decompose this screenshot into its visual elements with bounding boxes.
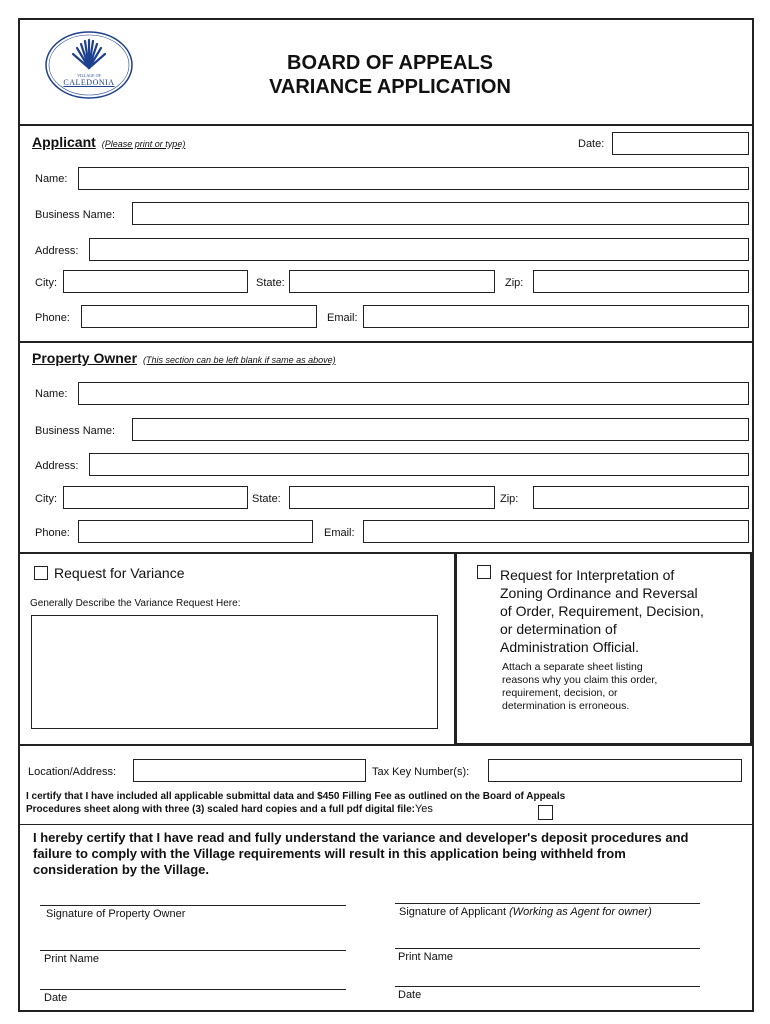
owner-signature-label: Signature of Property Owner xyxy=(46,908,186,920)
owner-date-line[interactable] xyxy=(40,989,346,990)
applicant-email-field[interactable] xyxy=(363,305,749,328)
divider xyxy=(19,341,753,343)
owner-address-field[interactable] xyxy=(89,453,749,476)
applicant-date-line[interactable] xyxy=(395,986,700,987)
owner-email-label: Email: xyxy=(324,527,355,539)
applicant-city-label: City: xyxy=(35,277,57,289)
applicant-state-label: State: xyxy=(256,277,285,289)
applicant-signature-note: (Working as Agent for owner) xyxy=(509,906,652,918)
applicant-business-label: Business Name: xyxy=(35,209,116,221)
interpretation-checkbox[interactable] xyxy=(477,565,491,579)
owner-print-name-label: Print Name xyxy=(44,953,100,965)
applicant-email-label: Email: xyxy=(327,312,358,324)
attach-line: determination is erroneous. xyxy=(502,700,630,712)
applicant-signature-line[interactable] xyxy=(395,903,700,904)
describe-label: Generally Describe the Variance Request Here: xyxy=(30,598,241,609)
applicant-city-field[interactable] xyxy=(63,270,248,293)
owner-state-field[interactable] xyxy=(289,486,495,509)
caledonia-seal-icon xyxy=(44,30,134,100)
owner-phone-label: Phone: xyxy=(35,527,70,539)
applicant-zip-label: Zip: xyxy=(505,277,524,289)
page-title-line2: VARIANCE APPLICATION xyxy=(269,76,511,98)
applicant-date-label: Date: xyxy=(578,138,605,150)
statement-line: I hereby certify that I have read and fully understand the variance and developer's deposit procedures and xyxy=(33,830,689,845)
applicant-phone-label: Phone: xyxy=(35,312,70,324)
owner-print-name-line[interactable] xyxy=(40,950,346,951)
applicant-signature-text: Signature of Applicant xyxy=(399,906,507,918)
interp-line: Request for Interpretation of xyxy=(500,567,675,583)
attach-line: reasons why you claim this order, xyxy=(502,674,658,686)
yes-label: Yes xyxy=(414,803,433,815)
owner-email-field[interactable] xyxy=(363,520,749,543)
owner-business-label: Business Name: xyxy=(35,425,116,437)
interp-line: or determination of xyxy=(500,621,617,637)
page-title-line1: BOARD OF APPEALS xyxy=(287,52,493,74)
interp-line: Zoning Ordinance and Reversal xyxy=(500,585,698,601)
owner-zip-field[interactable] xyxy=(533,486,749,509)
applicant-phone-field[interactable] xyxy=(81,305,317,328)
interp-line: Administration Official. xyxy=(500,639,640,655)
fee-cert-line2 xyxy=(26,803,433,816)
applicant-print-name-label: Print Name xyxy=(398,951,454,963)
fee-cert-text: Procedures sheet along with three (3) scaled hard copies and a full pdf digital file: xyxy=(26,804,415,815)
applicant-state-field[interactable] xyxy=(289,270,495,293)
applicant-section-title xyxy=(32,134,185,150)
owner-name-label: Name: xyxy=(35,388,68,400)
applicant-date-field[interactable] xyxy=(612,132,749,155)
owner-city-field[interactable] xyxy=(63,486,248,509)
owner-signature-line[interactable] xyxy=(40,905,346,906)
divider xyxy=(19,824,753,825)
owner-section-title xyxy=(32,350,336,366)
yes-checkbox[interactable] xyxy=(538,805,553,820)
certification-statement xyxy=(33,830,748,878)
divider xyxy=(19,744,753,746)
applicant-title-text: Applicant xyxy=(32,134,96,150)
applicant-print-name-line[interactable] xyxy=(395,948,700,949)
attach-line: Attach a separate sheet listing xyxy=(502,661,643,673)
location-label: Location/Address: xyxy=(28,766,117,778)
applicant-zip-field[interactable] xyxy=(533,270,749,293)
interpretation-label xyxy=(500,566,745,656)
owner-zip-label: Zip: xyxy=(500,493,519,505)
taxkey-label: Tax Key Number(s): xyxy=(372,766,470,778)
owner-address-label: Address: xyxy=(35,460,79,472)
statement-line: consideration by the Village. xyxy=(33,862,210,877)
village-logo xyxy=(44,30,134,100)
variance-label: Request for Variance xyxy=(54,565,185,581)
statement-line: failure to comply with the Village requirements will result in this application being withheld from xyxy=(33,846,626,861)
attach-instructions xyxy=(502,661,732,713)
owner-date-label: Date xyxy=(44,992,68,1004)
owner-city-label: City: xyxy=(35,493,57,505)
applicant-business-field[interactable] xyxy=(132,202,749,225)
taxkey-field[interactable] xyxy=(488,759,742,782)
variance-checkbox[interactable] xyxy=(34,566,48,580)
applicant-signature-label xyxy=(399,905,652,919)
variance-description-textarea[interactable] xyxy=(31,615,438,729)
interp-line: of Order, Requirement, Decision, xyxy=(500,603,704,619)
applicant-date-label: Date xyxy=(398,989,422,1001)
applicant-name-label: Name: xyxy=(35,173,68,185)
owner-note: (This section can be left blank if same as above) xyxy=(143,355,336,365)
owner-business-field[interactable] xyxy=(132,418,749,441)
owner-phone-field[interactable] xyxy=(78,520,313,543)
logo-village-of: VILLAGE OF xyxy=(77,73,101,78)
divider xyxy=(19,124,753,126)
logo-caledonia: CALEDONIA xyxy=(63,78,115,87)
applicant-address-label: Address: xyxy=(35,245,79,257)
attach-line: requirement, decision, or xyxy=(502,687,618,699)
location-field[interactable] xyxy=(133,759,366,782)
fee-cert-line1: I certify that I have included all applicable submittal data and $450 Filling Fee as outlined on the Board of Appeals xyxy=(26,791,566,802)
applicant-note: (Please print or type) xyxy=(101,139,186,149)
owner-name-field[interactable] xyxy=(78,382,749,405)
applicant-name-field[interactable] xyxy=(78,167,749,190)
owner-title-text: Property Owner xyxy=(32,350,138,366)
applicant-address-field[interactable] xyxy=(89,238,749,261)
owner-state-label: State: xyxy=(252,493,281,505)
